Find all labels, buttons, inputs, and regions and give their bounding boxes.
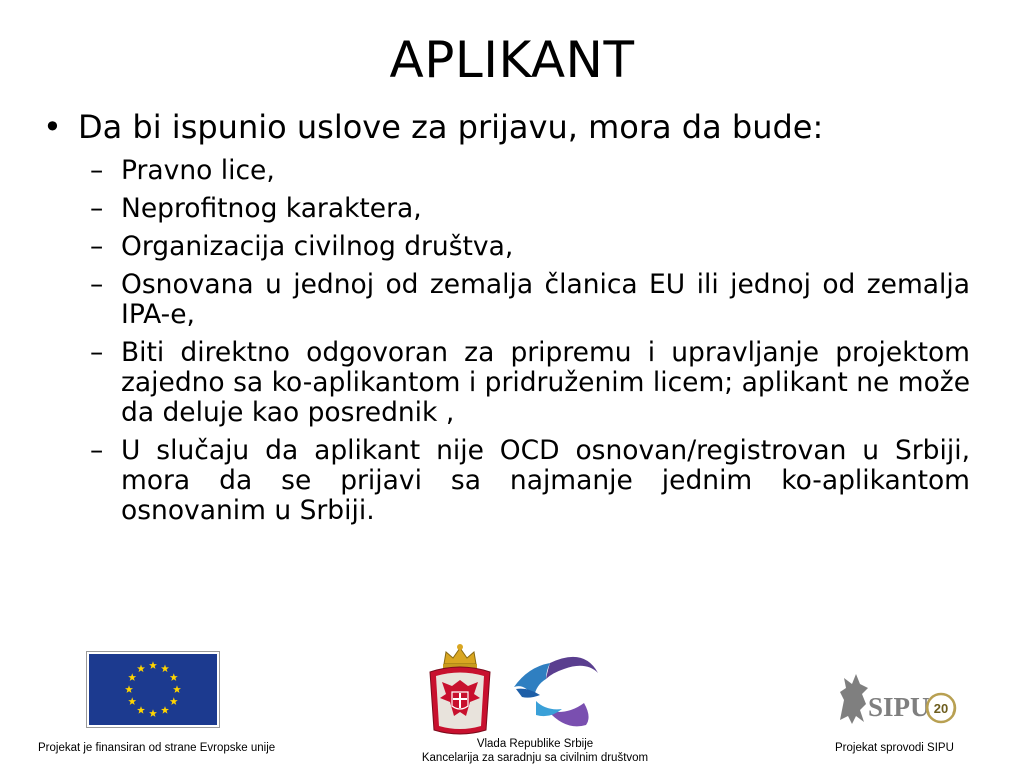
bullet-dot-icon: • (43, 108, 62, 146)
list-item (40, 436, 970, 526)
requirement-text: Osnovana u jednoj od zemalja članica EU ili jednoj od zemalja IPA-e, (121, 269, 970, 330)
eu-flag-icon (86, 651, 220, 728)
list-item (40, 270, 970, 330)
requirements-list (40, 156, 970, 526)
requirement-text: U slučaju da aplikant nije OCD osnovan/registrovan u Srbiji, mora da se prijavi sa najmanje jednim ko-aplikantom osnovanim u Srbiji. (121, 435, 970, 526)
footer-funding-text: Projekat je finansiran od strane Evropske unije (38, 742, 276, 754)
list-item (40, 194, 970, 224)
griffin-icon (840, 674, 868, 724)
intro-text: Da bi ispunio uslove za prijavu, mora da bude: (78, 108, 824, 146)
dash-icon: – (90, 231, 104, 262)
requirement-text: Biti direktno odgovoran za pripremu i upravljanje projektom zajedno sa ko-aplikantom i pridruženim licem; aplikant ne može da deluje kao posrednik , (121, 337, 970, 428)
list-item (40, 156, 970, 186)
footer-government-text (410, 737, 660, 765)
footer-government-line1: Vlada Republike Srbije (476, 738, 594, 750)
requirement-text: Pravno lice, (121, 155, 275, 186)
dash-icon: – (90, 435, 104, 466)
dash-icon: – (90, 155, 104, 186)
requirement-text: Neprofitnog karaktera, (121, 193, 422, 224)
dash-icon: – (90, 337, 104, 368)
slide-content (40, 106, 970, 534)
serbia-coat-of-arms-icon (424, 642, 496, 742)
slide-title: APLIKANT (389, 31, 635, 89)
footer-government-line2: Kancelarija za saradnju sa civilnim društvom (421, 752, 649, 764)
footer-implementer-text: Projekat sprovodi SIPU (835, 742, 954, 754)
dash-icon: – (90, 193, 104, 224)
dash-icon: – (90, 269, 104, 300)
list-item (40, 232, 970, 262)
list-item (40, 338, 970, 428)
requirement-text: Organizacija civilnog društva, (121, 231, 514, 262)
sipu-logo-text: SIPU (868, 692, 930, 722)
cso-office-logo-icon (506, 653, 602, 733)
intro-bullet (40, 106, 970, 148)
sipu-badge-text: 20 (933, 701, 949, 716)
sipu-logo-icon (834, 670, 960, 732)
